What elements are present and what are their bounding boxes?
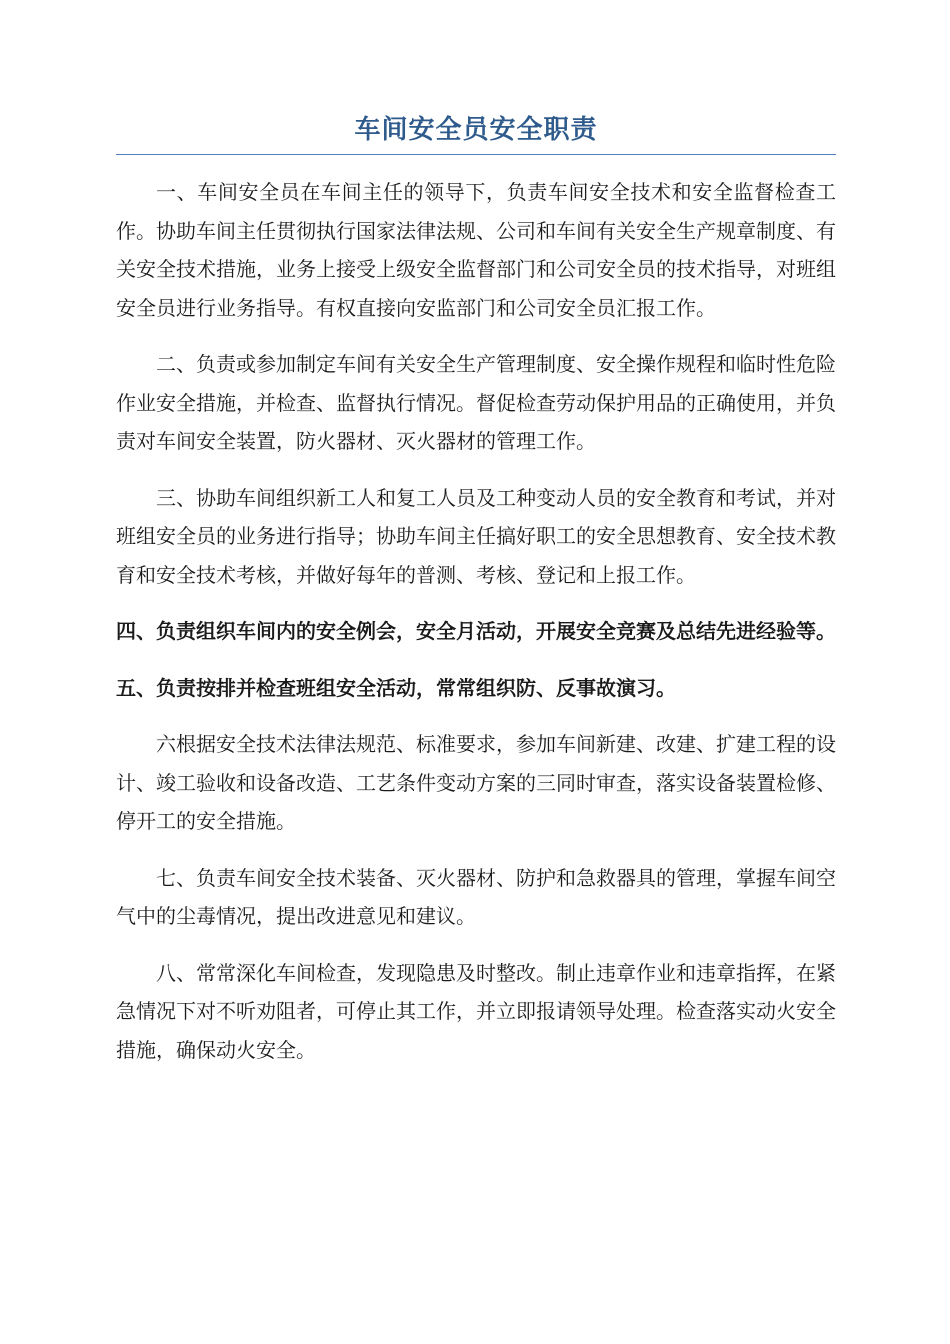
paragraph-7: 七、负责车间安全技术装备、灭火器材、防护和急救器具的管理，掌握车间空气中的尘毒情况，提出改进意见和建议。 — [116, 865, 836, 928]
paragraph-4: 四、负责组织车间内的安全例会，安全月活动，开展安全竞赛及总结先进经验等。 — [116, 619, 836, 643]
paragraph-2: 二、负责或参加制定车间有关安全生产管理制度、安全操作规程和临时性危险作业安全措施，并检查、监督执行情况。督促检查劳动保护用品的正确使用，并负责对车间安全装置，防火器材、灭火器材的管理工作。 — [116, 352, 836, 453]
document-body — [116, 173, 836, 1069]
paragraph-1: 一、车间安全员在车间主任的领导下，负责车间安全技术和安全监督检查工作。协助车间主任贯彻执行国家法律法规、公司和车间有关安全生产规章制度、有关安全技术措施，业务上接受上级安全监督部门和公司安全员的技术指导，对班组安全员进行业务指导。有权直接向安监部门和公司安全员汇报工作。 — [116, 180, 836, 320]
paragraph-6: 六根据安全技术法律法规范、标准要求，参加车间新建、改建、扩建工程的设计、竣工验收和设备改造、工艺条件变动方案的三同时审查，落实设备装置检修、停开工的安全措施。 — [116, 732, 836, 833]
document-page — [116, 110, 836, 1087]
paragraph-8: 八、常常深化车间检查，发现隐患及时整改。制止违章作业和违章指挥，在紧急情况下对不听劝阻者，可停止其工作，并立即报请领导处理。检查落实动火安全措施，确保动火安全。 — [116, 960, 836, 1062]
document-title: 车间安全员安全职责 — [116, 110, 836, 155]
paragraph-5: 五、负责按排并检查班组安全活动，常常组织防、反事故演习。 — [116, 675, 676, 700]
paragraph-3: 三、协助车间组织新工人和复工人员及工种变动人员的安全教育和考试，并对班组安全员的业务进行指导；协助车间主任搞好职工的安全思想教育、安全技术教育和安全技术考核，并做好每年的普测、考核、登记和上报工作。 — [116, 485, 836, 587]
